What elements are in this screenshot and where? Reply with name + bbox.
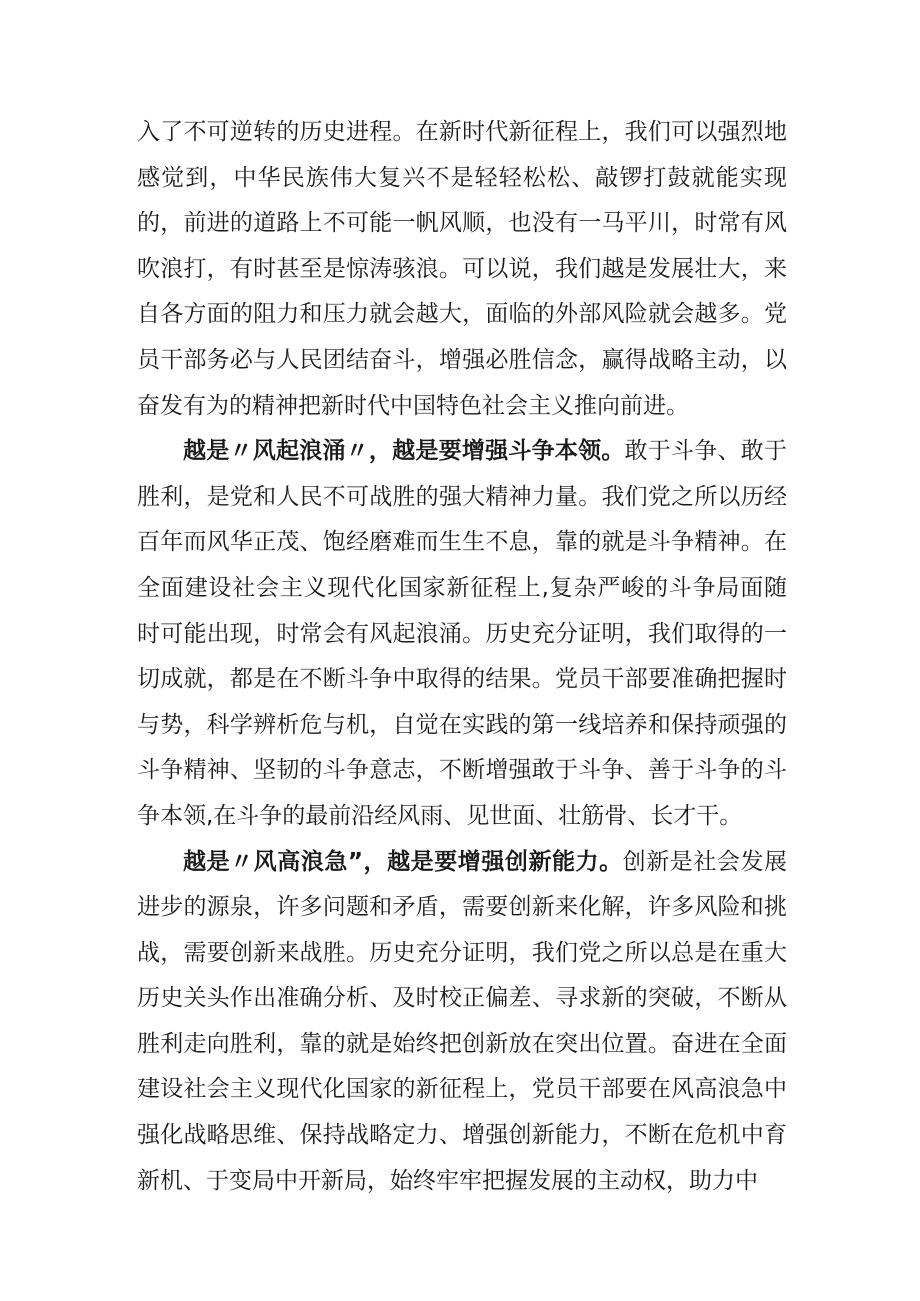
paragraph-1 xyxy=(137,110,787,429)
paragraph-2-lead: 越是〃风起浪涌〃，越是要增强斗争本领。 xyxy=(183,438,625,465)
paragraph-1-text: 入了不可逆转的历史进程。在新时代新征程上，我们可以强烈地感觉到，中华民族伟大复兴不是轻轻松松、敲锣打鼓就能实现的，前进的道路上不可能一帆风顺，也没有一马平川，时常有风吹浪打，有时甚至是惊涛骇浪。可以说，我们越是发展壮大，来自各方面的阻力和压力就会越大，面临的外部风险就会越多。党员干部务必与人民团结奋斗，增强必胜信念，赢得战略主动，以奋发有为的精神把新时代中国特色社会主义推向前进。 xyxy=(137,119,787,419)
paragraph-2 xyxy=(137,429,787,839)
paragraph-3-text: 创新是社会发展进步的源泉，许多问题和矛盾，需要创新来化解，许多风险和挑战，需要创新来战胜。历史充分证明，我们党之所以总是在重大历史关头作出准确分析、及时校正偏差、寻求新的突破，不断从胜利走向胜利，靠的就是始终把创新放在突出位置。奋进在全面建设社会主义现代化国家的新征程上，党员干部要在风高浪急中强化战略思维、保持战略定力、增强创新能力，不断在危机中育新机、于变局中开新局，始终牢牢把握发展的主动权，助力中 xyxy=(137,848,788,1194)
paragraph-3-lead: 越是〃风高浪急”，越是要增强创新能力。 xyxy=(183,848,623,875)
document-body xyxy=(137,110,787,1204)
paragraph-3 xyxy=(137,840,787,1205)
paragraph-2-text: 敢于斗争、敢于胜利，是党和人民不可战胜的强大精神力量。我们党之所以历经百年而风华正茂、饱经磨难而生生不息，靠的就是斗争精神。在全面建设社会主义现代化国家新征程上,复杂严峻的斗争局面随时可能出现，时常会有风起浪涌。历史充分证明，我们取得的一切成就，都是在不断斗争中取得的结果。党员干部要准确把握时与势，科学辨析危与机，自觉在实践的第一线培养和保持顽强的斗争精神、坚韧的斗争意志，不断增强敢于斗争、善于斗争的斗争本领,在斗争的最前沿经风雨、见世面、壮筋骨、长才干。 xyxy=(137,438,788,829)
